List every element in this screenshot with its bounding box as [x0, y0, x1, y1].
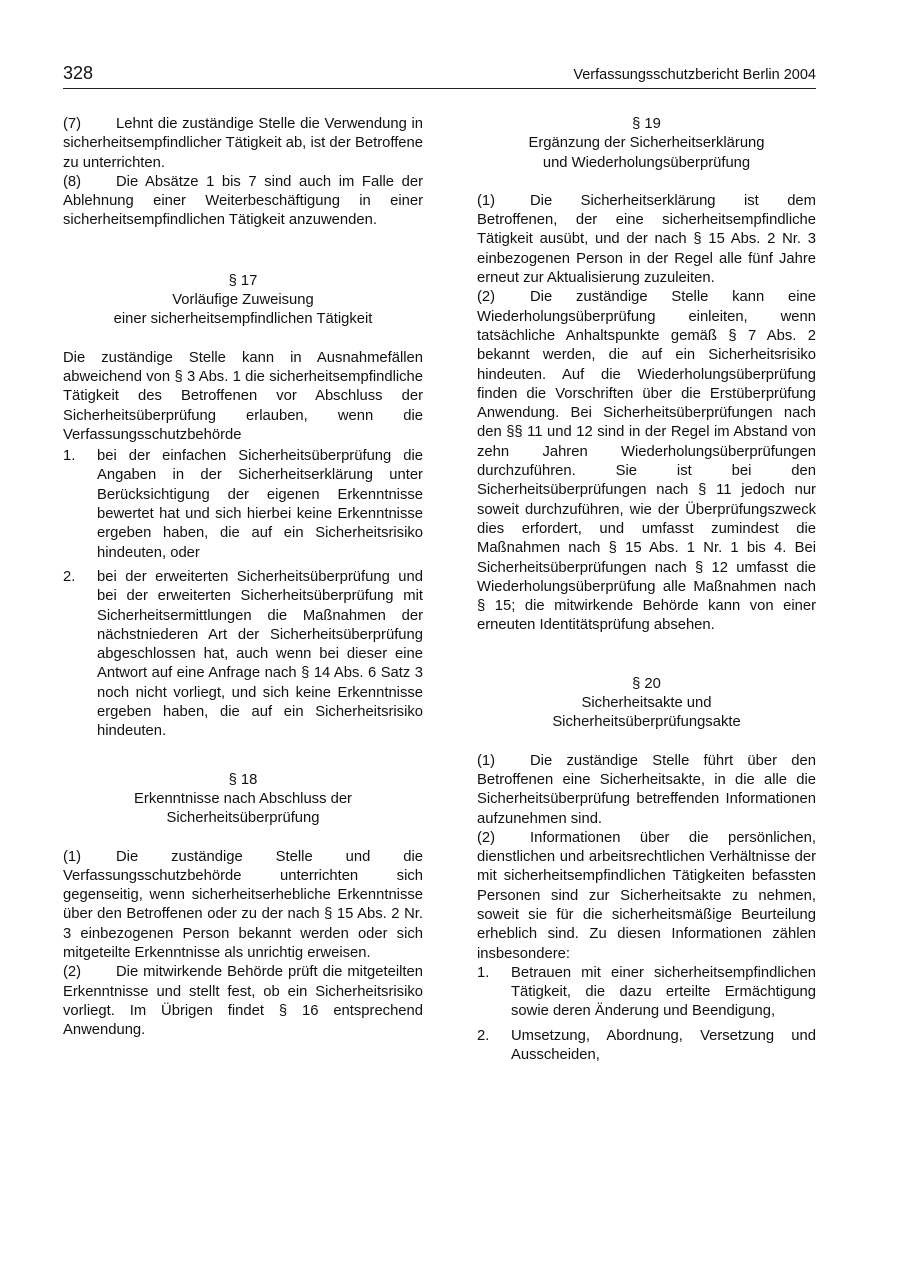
paragraph-number: (2) — [477, 829, 496, 846]
paragraph-text: Die zuständige Stelle kann eine Wiederholungsüberprüfung einleiten, wenn tatsächliche Anhaltspunkte gemäß § 7 Abs. 2 bekannt werden, die auf ein Sicherheitsrisiko hindeuten. Auf die Wiederholungsüberprüfung finden die Vorschriften über die Erstüberprüfung Anwendung. Bei Sicherheitsüberprüfungen nach den §§ 11 und 12 sind in der Regel im Abstand von zehn Jahren Wiederholungsüberprüfungen durchzuführen. Sie ist bei den Sicherheitsüberprüfungen nach § 11 jedoch nur soweit durchzuführen, wie der Überprüfungszweck dies erfordert, und umfasst zumindest die Maßnahmen nach § 15 Abs. 1 Nr. 1 bis 4. Bei Sicherheitsüberprüfungen nach § 12 umfasst die Wiederholungsüberprüfung alle Maßnahmen nach § 15; die mitwirkende Behörde kann von einer erneuten Identitätsprüfung absehen. — [477, 289, 816, 634]
paragraph-text: Informationen über die persönlichen, dienstlichen und arbeitsrechtlichen Verhältnisse der mit sicherheitsempfindlichen Tätigkeiten befassten Personen sind zur Sicherheitsakte zu nehmen, soweit sie für die sicherheitsmäßige Beurteilung erheblich sind. Zu diesen Informationen zählen insbesondere: — [477, 829, 816, 962]
section-20-paragraph-1 — [477, 752, 816, 829]
section-title-line-1: Sicherheitsakte und — [581, 695, 712, 712]
section-title-line-2: einer sicherheitsempfindlichen Tätigkeit — [113, 311, 373, 328]
paragraph-text: Die zuständige Stelle und die Verfassungsschutzbehörde unterrichten sich gegenseitig, wenn sicherheitserhebliche Erkenntnisse über den Betroffenen oder zu der nach § 15 Abs. 2 Nr. 3 einbezogenen Person bekannt werden oder sich mitgeteilte Erkenntnisse als unrichtig erweisen. — [63, 848, 423, 961]
section-19-heading — [477, 115, 816, 173]
list-item — [63, 447, 423, 563]
section-17-intro: Die zuständige Stelle kann in Ausnahmefällen abweichend von § 3 Abs. 1 die sicherheitsempfindliche Tätigkeit des Betroffenen vor Abschluss der Sicherheitsüberprüfung erlauben, wenn die Verfassungsschutzbehörde — [63, 349, 423, 443]
paragraph-text: Die Absätze 1 bis 7 sind auch im Falle der Ablehnung einer Weiterbeschäftigung in einer sicherheitsempfindlichen Tätigkeit anzuwenden. — [63, 173, 423, 229]
section-title-line-1: Erkenntnisse nach Abschluss der — [134, 790, 352, 807]
list-item — [477, 964, 816, 1022]
section-symbol: § 20 — [632, 675, 661, 692]
paragraph-number: (2) — [477, 289, 496, 306]
section-18-paragraph-2 — [63, 963, 423, 1040]
paragraph-text: Die Sicherheitserklärung ist dem Betroffenen, der eine sicherheitsempfindliche Tätigkeit ausübt, und der nach § 15 Abs. 2 Nr. 3 einbezogenen Person in der Regel alle fünf Jahre erneut zur Aktualisierung zuzuleiten. — [477, 192, 816, 287]
list-item-number: 1. — [63, 448, 76, 465]
section-symbol: § 17 — [228, 272, 258, 289]
left-column — [63, 115, 423, 1040]
list-item-number: 2. — [63, 568, 76, 585]
section-title-line-2: Sicherheitsüberprüfung — [166, 810, 320, 827]
section-19-paragraph-2 — [477, 288, 816, 635]
section-20-paragraph-2 — [477, 829, 816, 964]
list-item — [477, 1027, 816, 1066]
section-title-line-1: Ergänzung der Sicherheitserklärung — [528, 135, 765, 152]
right-column — [477, 115, 816, 1065]
paragraph-number: (1) — [477, 752, 496, 769]
list-item-text: Umsetzung, Abordnung, Versetzung und Ausscheiden, — [511, 1027, 816, 1064]
paragraph-number: (8) — [63, 173, 82, 190]
section-symbol: § 18 — [228, 771, 258, 788]
list-item — [63, 568, 423, 742]
paragraph-7 — [63, 115, 423, 173]
paragraph-8 — [63, 173, 423, 231]
section-18-paragraph-1 — [63, 848, 423, 964]
section-18-heading — [63, 771, 423, 829]
paragraph-number: (7) — [63, 116, 82, 132]
section-20-heading — [477, 675, 816, 733]
paragraph-text: Die zuständige Stelle führt über den Betroffenen eine Sicherheitsakte, in die alle die Sicherheitsüberprüfung betreffenden Informationen aufzunehmen sind. — [477, 752, 816, 827]
paragraph-number: (2) — [63, 964, 82, 981]
section-19-paragraph-1 — [477, 192, 816, 288]
list-item-number: 1. — [477, 964, 490, 981]
section-symbol: § 19 — [632, 116, 661, 132]
list-item-number: 2. — [477, 1027, 490, 1044]
section-20-list — [477, 964, 816, 1065]
paragraph-text: Die mitwirkende Behörde prüft die mitgeteilten Erkenntnisse und stellt fest, ob ein Sicherheitsrisiko vorliegt. Im Übrigen findet § 16 entsprechend Anwendung. — [63, 964, 423, 1039]
paragraph-number: (1) — [477, 192, 496, 209]
page-header — [63, 62, 816, 89]
section-17-heading — [63, 272, 423, 330]
section-title-line-2: Sicherheitsüberprüfungsakte — [552, 714, 741, 731]
list-item-text: bei der einfachen Sicherheitsüberprüfung die Angaben in der Sicherheitserklärung unter Berücksichtigung der eigenen Erkenntnisse bewertet hat und sich hierbei keine Erkenntnisse ergeben haben, die auf ein Sicherheitsrisiko hindeuten, oder — [97, 448, 423, 561]
page-number: 328 — [63, 63, 94, 83]
running-title: Verfassungsschutzbericht Berlin 2004 — [573, 67, 816, 83]
paragraph-number: (1) — [63, 848, 82, 865]
section-title-line-1: Vorläufige Zuweisung — [172, 292, 314, 309]
list-item-text: Betrauen mit einer sicherheitsempfindlichen Tätigkeit, die dazu erteilte Ermächtigung sowie deren Änderung und Beendigung, — [511, 964, 816, 1020]
section-17-list — [63, 447, 423, 741]
list-item-text: bei der erweiterten Sicherheitsüberprüfung und bei der erweiterten Sicherheitsüberprüfung mit Sicherheitsermittlungen die Maßnahmen der nächstniederen Art der Sicherheitsüberprüfung abgeschlossen hat, auch wenn bei dieser eine Antwort auf eine Anfrage nach § 14 Abs. 6 Satz 3 noch nicht vorliegt, und sich keine Erkenntnisse ergeben haben, die auf ein Sicherheitsrisiko hindeuten. — [97, 568, 423, 740]
paragraph-text: Lehnt die zuständige Stelle die Verwendung in sicherheitsempfindlicher Tätigkeit ab, ist der Betroffene zu unterrichten. — [63, 116, 423, 171]
section-title-line-2: und Wiederholungsüberprüfung — [542, 154, 751, 171]
